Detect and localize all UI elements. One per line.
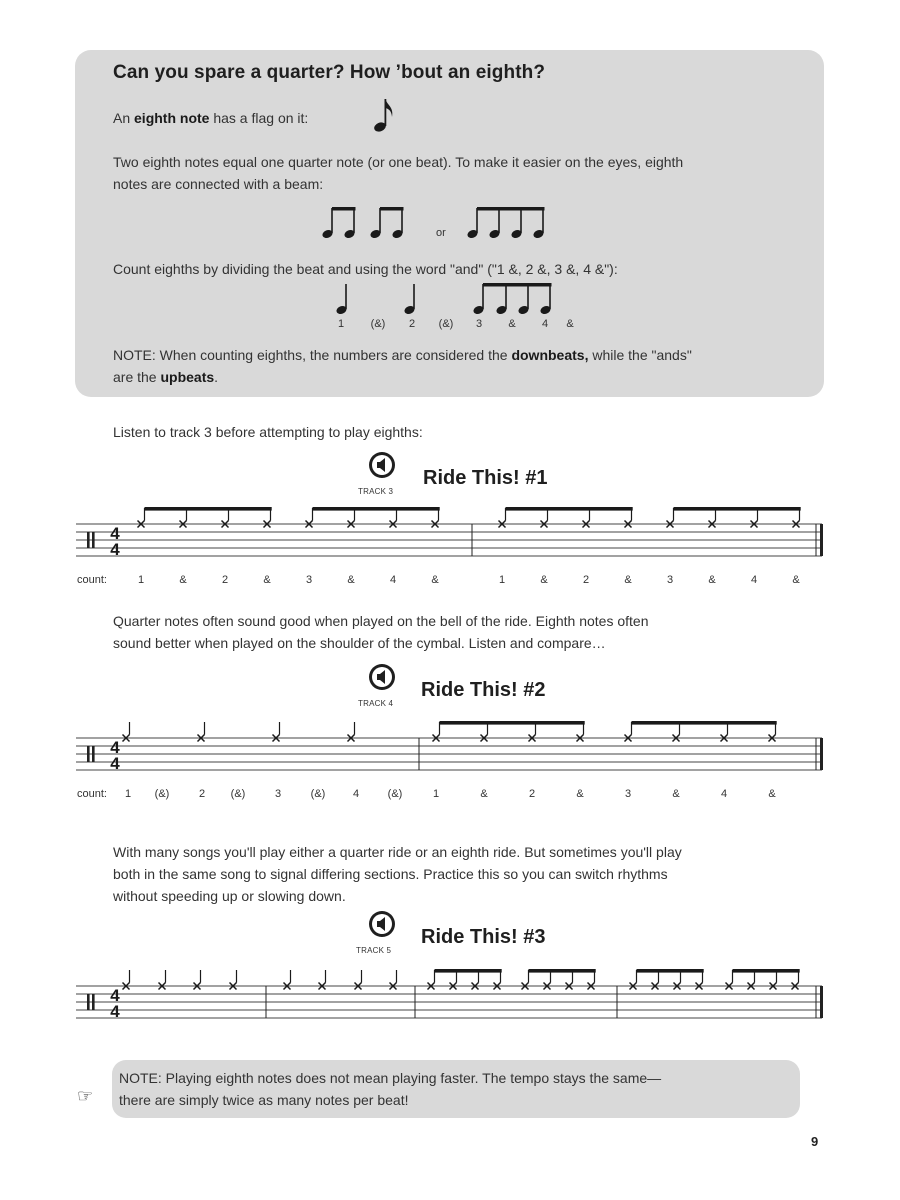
beam (483, 283, 552, 287)
ride-cymbal-note (726, 970, 733, 990)
ride-cymbal-note (180, 508, 187, 528)
bottom-note-text: NOTE: Playing eighth notes does not mean playing faster. The tempo stays the same— there are simply twice as many notes per beat! (119, 1070, 662, 1108)
time-signature-top: 4 (110, 986, 120, 1005)
counting-example-labels (0, 318, 900, 334)
count-label: 3 (475, 318, 483, 330)
time-signature-bottom: 4 (110, 1002, 120, 1021)
count-label: (&) (370, 318, 386, 330)
time-signature-bottom: 4 (110, 754, 120, 773)
ride-cymbal-note (198, 722, 205, 742)
count-prefix: count: (77, 788, 107, 800)
ride-cymbal-note (432, 508, 439, 528)
time-signature-top: 4 (110, 524, 120, 543)
ride-cymbal-note (428, 970, 435, 990)
staff-ride-2 (70, 714, 832, 786)
ride-cymbal-note (544, 970, 551, 990)
box-title: Can you spare a quarter? How ’bout an eighth? (113, 62, 546, 83)
ride-cymbal-note (222, 508, 229, 528)
speaker-icon[interactable] (369, 452, 395, 478)
ride-cymbal-note (793, 508, 800, 528)
exercise-title: Ride This! #2 (421, 679, 546, 701)
time-signature-top: 4 (110, 738, 120, 757)
beam (506, 507, 633, 511)
beam (145, 507, 272, 511)
eighth-note-icon (370, 96, 400, 134)
count-label: 1 (124, 788, 132, 800)
speaker-icon[interactable] (369, 664, 395, 690)
count-label: 2 (408, 318, 416, 330)
ride-cymbal-note (499, 508, 506, 528)
percussion-clef (87, 994, 90, 1010)
count-label: & (768, 788, 776, 800)
count-label: 1 (337, 318, 345, 330)
ride-cymbal-note (770, 970, 777, 990)
count-label: 3 (305, 574, 313, 586)
ride-cymbal-note (481, 722, 488, 742)
beam (332, 207, 356, 211)
beam (435, 969, 502, 973)
ride-cymbal-note (566, 970, 573, 990)
ride-cymbal-note (674, 970, 681, 990)
pointing-hand-icon: ☞ (77, 1086, 94, 1106)
beam (632, 721, 777, 725)
count-label: & (672, 788, 680, 800)
ride-cymbal-note (709, 508, 716, 528)
final-barline-thick (820, 524, 823, 556)
ride-cymbal-note (230, 970, 237, 990)
count-label: 1 (137, 574, 145, 586)
staff-ride-3 (70, 962, 832, 1034)
ride-cymbal-note (769, 722, 776, 742)
para-quarter-notes: Quarter notes often sound good when played on the bell of the ride. Eighth notes often sound better when played on the shoulder of the cymbal. Listen and compare… (113, 613, 649, 651)
ride-cymbal-note (284, 970, 291, 990)
exercise-title: Ride This! #1 (423, 467, 548, 489)
ride-cymbal-note (583, 508, 590, 528)
ride-cymbal-note (138, 508, 145, 528)
beam (380, 207, 404, 211)
count-label: 2 (198, 788, 206, 800)
count-label: & (624, 574, 632, 586)
ride-cymbal-note (264, 508, 271, 528)
time-signature-bottom: 4 (110, 540, 120, 559)
count-label: & (347, 574, 355, 586)
percussion-clef (87, 532, 90, 548)
eighth-note-definition: An eighth note has a flag on it: (113, 110, 309, 126)
count-label: & (508, 318, 516, 330)
ride-cymbal-note (159, 970, 166, 990)
ride-cymbal-note (625, 508, 632, 528)
beam (440, 721, 585, 725)
beam (674, 507, 801, 511)
count-label: 4 (720, 788, 728, 800)
ride-cymbal-note (588, 970, 595, 990)
percussion-clef (87, 746, 90, 762)
ride-cymbal-note (390, 508, 397, 528)
beam (313, 507, 440, 511)
count-label: & (263, 574, 271, 586)
count-label: & (179, 574, 187, 586)
staff-ride-1 (70, 500, 832, 572)
count-label: (&) (230, 788, 246, 800)
ride-cymbal-note (123, 970, 130, 990)
count-row-2 (0, 788, 900, 804)
listen-instruction: Listen to track 3 before attempting to play eighths: (113, 424, 423, 440)
percussion-clef (92, 994, 95, 1010)
ride-cymbal-note (472, 970, 479, 990)
track-label: TRACK 5 (356, 946, 392, 955)
ride-cymbal-note (194, 970, 201, 990)
ride-cymbal-note (306, 508, 313, 528)
ride-cymbal-note (355, 970, 362, 990)
ride-cymbal-note (652, 970, 659, 990)
count-label: 2 (221, 574, 229, 586)
counting-example-notes (320, 280, 590, 320)
count-label: & (708, 574, 716, 586)
percussion-clef (92, 746, 95, 762)
ride-cymbal-note (433, 722, 440, 742)
ride-cymbal-note (273, 722, 280, 742)
count-label: 4 (750, 574, 758, 586)
or-label: or (436, 227, 446, 239)
ride-cymbal-note (630, 970, 637, 990)
page-number: 9 (811, 1134, 819, 1149)
count-row-1 (0, 574, 900, 590)
track-label: TRACK 4 (358, 699, 394, 708)
beam (477, 207, 545, 211)
ride-cymbal-note (348, 722, 355, 742)
percussion-clef (92, 532, 95, 548)
count-prefix: count: (77, 574, 107, 586)
count-label: 3 (666, 574, 674, 586)
final-barline-thick (820, 738, 823, 770)
ride-cymbal-note (529, 722, 536, 742)
ride-cymbal-note (450, 970, 457, 990)
ride-cymbal-note (348, 508, 355, 528)
downbeat-note: NOTE: When counting eighths, the numbers are considered the downbeats, while the "ands" are the upbeats. (113, 347, 692, 385)
count-label: (&) (310, 788, 326, 800)
speaker-icon[interactable] (369, 911, 395, 937)
count-label: 3 (624, 788, 632, 800)
track-label: TRACK 3 (358, 487, 394, 496)
final-barline-thick (820, 986, 823, 1018)
count-label: 4 (352, 788, 360, 800)
ride-cymbal-note (319, 970, 326, 990)
para-two-eighths: Two eighth notes equal one quarter note (or one beat). To make it easier on the eyes, eighth notes are connected with a beam: (113, 154, 684, 192)
count-label: & (576, 788, 584, 800)
beam (529, 969, 596, 973)
count-label: (&) (438, 318, 454, 330)
count-label: 2 (528, 788, 536, 800)
count-label: & (431, 574, 439, 586)
beam (637, 969, 704, 973)
ride-cymbal-note (792, 970, 799, 990)
count-label: & (566, 318, 574, 330)
ride-cymbal-note (696, 970, 703, 990)
beamed-eighth-pairs (322, 200, 552, 246)
count-label: 1 (432, 788, 440, 800)
count-label: 4 (541, 318, 549, 330)
ride-cymbal-note (625, 722, 632, 742)
ride-cymbal-note (541, 508, 548, 528)
ride-cymbal-note (577, 722, 584, 742)
count-label: 3 (274, 788, 282, 800)
ride-cymbal-note (123, 722, 130, 742)
count-label: & (540, 574, 548, 586)
count-label: & (480, 788, 488, 800)
count-label: (&) (154, 788, 170, 800)
para-count-eighths: Count eighths by dividing the beat and using the word "and" ("1 &, 2 &, 3 &, 4 &"): (113, 261, 618, 277)
count-label: 4 (389, 574, 397, 586)
ride-cymbal-note (522, 970, 529, 990)
ride-cymbal-note (721, 722, 728, 742)
beam (733, 969, 800, 973)
count-label: & (792, 574, 800, 586)
count-label: 2 (582, 574, 590, 586)
count-label: 1 (498, 574, 506, 586)
count-label: (&) (387, 788, 403, 800)
ride-cymbal-note (673, 722, 680, 742)
ride-cymbal-note (494, 970, 501, 990)
ride-cymbal-note (751, 508, 758, 528)
ride-cymbal-note (748, 970, 755, 990)
ride-cymbal-note (390, 970, 397, 990)
para-many-songs: With many songs you'll play either a quarter ride or an eighth ride. But sometimes you'll play both in the same song to signal differing sections. Practice this so you can switch rhythms without speeding up or slowing down. (113, 844, 682, 904)
exercise-title: Ride This! #3 (421, 926, 546, 948)
ride-cymbal-note (667, 508, 674, 528)
